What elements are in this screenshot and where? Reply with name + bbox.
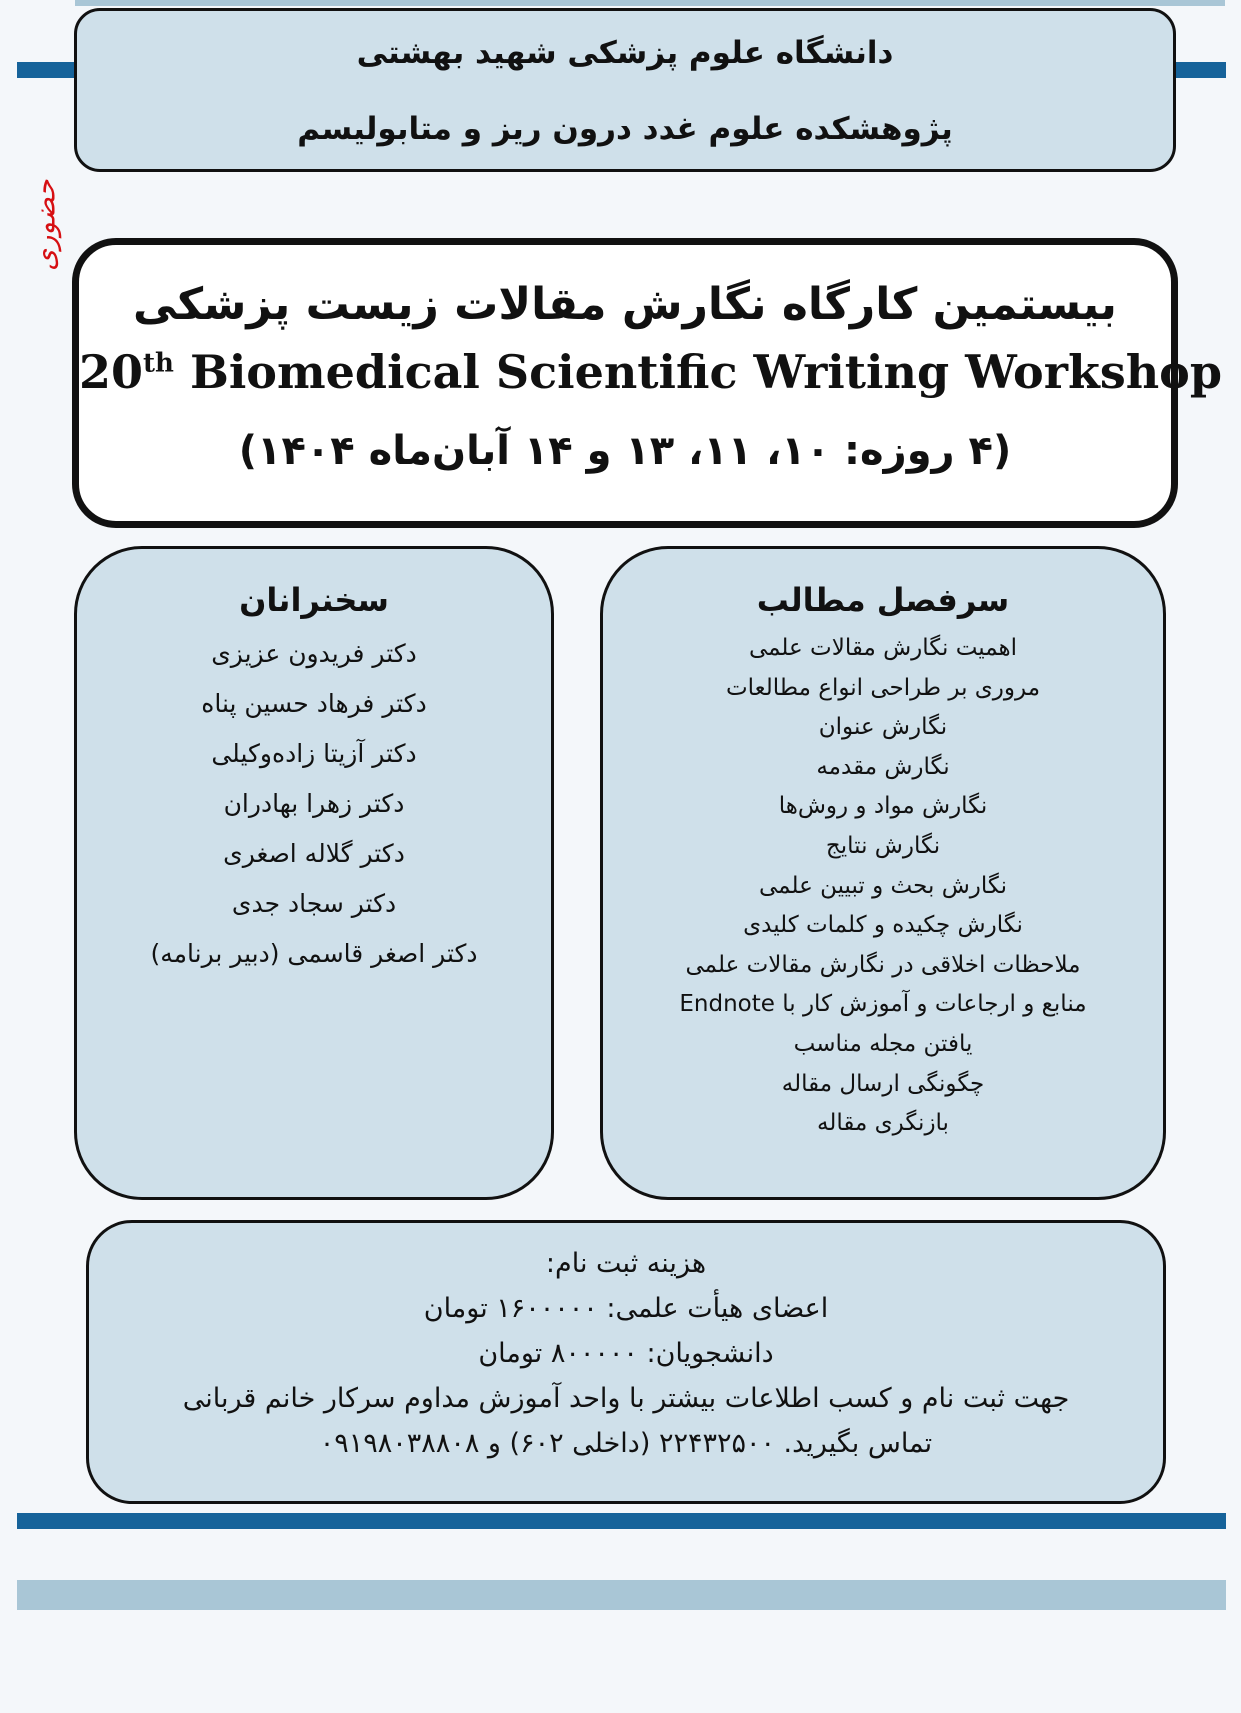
university-name: دانشگاه علوم پزشکی شهید بهشتی (356, 35, 894, 71)
topics-box (600, 546, 1166, 1200)
registration-fee-box (86, 1220, 1166, 1504)
speaker-item: دکتر اصغر قاسمی (دبیر برنامه) (150, 939, 478, 968)
topic-item: بازنگری مقاله (817, 1110, 949, 1137)
topics-heading: سرفصل مطالب (756, 581, 1010, 619)
topic-item: نگارش چکیده و کلمات کلیدی (743, 912, 1023, 939)
bottom-light-bar (17, 1580, 1226, 1610)
speaker-item: دکتر زهرا بهادران (223, 789, 405, 818)
speaker-item: دکتر فریدون عزیزی (211, 639, 417, 668)
workshop-title-box (72, 238, 1223, 528)
topics-list (603, 629, 1163, 1144)
topic-item: منابع و ارجاعات و آموزش کار با Endnote (679, 991, 1087, 1018)
faculty-fee: اعضای هیأت علمی: ۱۶۰۰۰۰۰ تومان (423, 1293, 829, 1324)
speaker-item: دکتر آزیتا زاده‌وکیلی (211, 739, 417, 768)
topic-item: چگونگی ارسال مقاله (781, 1070, 985, 1097)
top-light-bar (75, 0, 1225, 6)
topic-item: نگارش بحث و تبیین علمی (758, 872, 1007, 899)
topic-item: ملاحظات اخلاقی در نگارش مقالات علمی (685, 951, 1081, 978)
topic-item: نگارش مقدمه (816, 753, 950, 780)
topic-item: نگارش نتایج (825, 832, 941, 859)
workshop-dates: (۴ روزه: ۱۰، ۱۱، ۱۳ و ۱۴ آبان‌ماه ۱۴۰۴) (238, 428, 1012, 474)
institute-name: پژوهشکده علوم غدد درون ریز و متابولیسم (297, 111, 953, 147)
top-dark-bar-left (17, 62, 77, 78)
fee-heading: هزینه ثبت نام: (545, 1248, 707, 1279)
topic-item: اهمیت نگارش مقالات علمی (748, 635, 1018, 661)
speaker-item: دکتر گلاله اصغری (223, 839, 405, 868)
top-dark-bar-right (1173, 62, 1226, 78)
student-fee: دانشجویان: ۸۰۰۰۰۰ تومان (478, 1338, 774, 1369)
title-english-text: Biomedical Scientific Writing Workshop (189, 345, 1223, 399)
workshop-title-english (79, 345, 1223, 399)
speaker-item: دکتر سجاد جدی (231, 889, 397, 918)
bottom-dark-bar (17, 1513, 1226, 1529)
header-box (74, 8, 1176, 172)
topic-item: نگارش مواد و روش‌ها (778, 793, 988, 820)
speakers-box (74, 546, 554, 1200)
topic-item: مروری بر طراحی انواع مطالعات (725, 674, 1041, 701)
in-person-stamp: حضوری (28, 179, 62, 271)
workshop-title-persian: بیستمین کارگاه نگارش مقالات زیست پزشکی (133, 279, 1117, 330)
title-number: 20 (79, 345, 144, 399)
speakers-list (77, 629, 551, 979)
speakers-heading: سخنرانان (239, 581, 389, 619)
contact-info: جهت ثبت نام و کسب اطلاعات بیشتر با واحد آموزش مداوم سرکار خانم قربانی تماس بگیرید. ۲۲۴۳۲۵۰۰ (داخلی ۶۰۲) و ۰۹۱۹۸۰۳۸۸۰۸ (182, 1383, 1070, 1459)
topic-item: نگارش عنوان (818, 714, 948, 741)
topic-item: یافتن مجله مناسب (793, 1030, 973, 1057)
speaker-item: دکتر فرهاد حسین پناه (201, 689, 427, 718)
title-ordinal-suffix: th (143, 348, 174, 379)
